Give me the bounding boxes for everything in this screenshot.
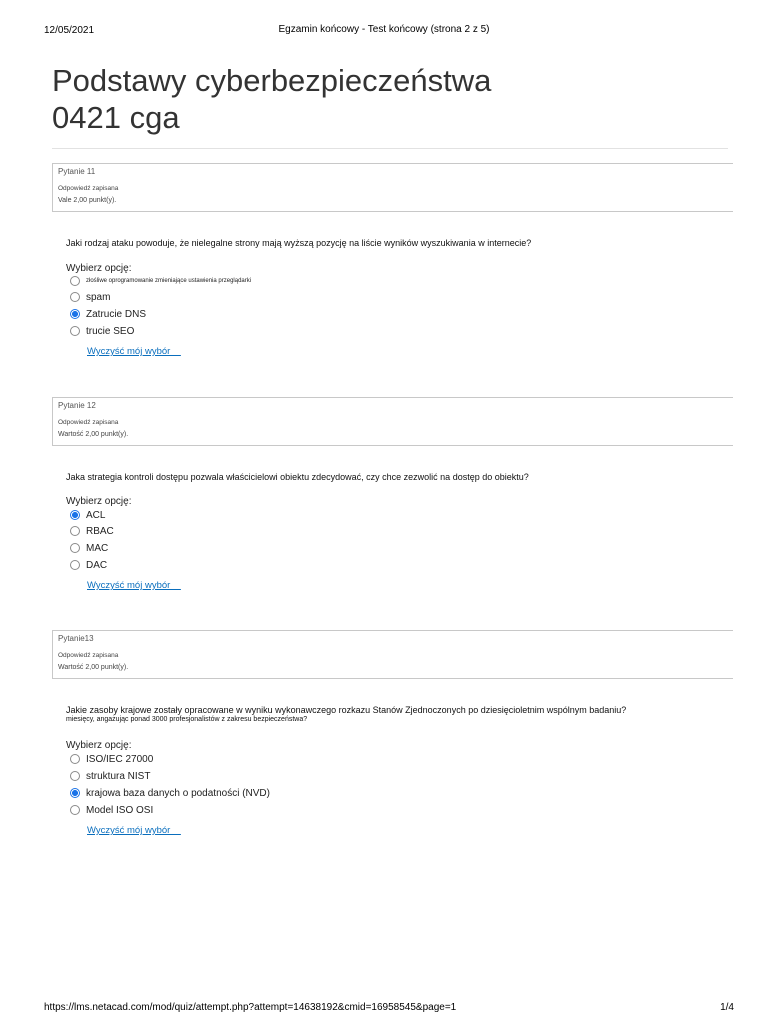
answer-option-label: struktura NIST xyxy=(86,770,151,782)
clear-choice-link[interactable]: Wyczyść mój wybór xyxy=(87,580,181,591)
radio-button[interactable] xyxy=(70,326,80,336)
question-text: Jakie zasoby krajowe zostały opracowane w wyniku wykonawczego rozkazu Stanów Zjednoczonych po dziesięcioletnim wspólnym badaniu? xyxy=(66,705,627,715)
radio-button-selected[interactable] xyxy=(70,510,80,520)
answer-option[interactable] xyxy=(70,803,153,817)
answer-option-label: MAC xyxy=(86,542,109,554)
radio-button[interactable] xyxy=(70,805,80,815)
print-page-title: Egzamin końcowy - Test końcowy (strona 2 z 5) xyxy=(278,24,490,35)
title-divider xyxy=(52,148,728,149)
answer-option[interactable] xyxy=(70,752,153,766)
answer-option[interactable] xyxy=(70,307,146,321)
answer-option[interactable] xyxy=(70,786,270,800)
answer-option-label: trucie SEO xyxy=(86,325,135,337)
answer-option-label: ISO/IEC 27000 xyxy=(86,753,154,765)
question-number: Pytanie 12 xyxy=(58,401,96,410)
answer-prompt: Wybierz opcję: xyxy=(66,263,132,274)
question-state: Odpowiedź zapisana xyxy=(58,419,119,426)
radio-button[interactable] xyxy=(70,560,80,570)
question-number: Pytanie13 xyxy=(58,634,94,643)
radio-button[interactable] xyxy=(70,292,80,302)
question-grade: Wartość 2,00 punkt(y). xyxy=(58,431,129,438)
answer-option[interactable] xyxy=(70,508,105,522)
answer-option[interactable] xyxy=(70,769,150,783)
radio-button[interactable] xyxy=(70,526,80,536)
radio-button[interactable] xyxy=(70,771,80,781)
question-text: Jaki rodzaj ataku powoduje, że nielegalne strony mają wyższą pozycję na liście wyników wyszukiwania w internecie? xyxy=(66,238,532,248)
print-date: 12/05/2021 xyxy=(44,25,95,36)
answer-option[interactable] xyxy=(70,274,251,288)
print-page-number: 1/4 xyxy=(720,1002,734,1013)
answer-option-label: DAC xyxy=(86,559,108,571)
radio-button-selected[interactable] xyxy=(70,788,80,798)
course-title xyxy=(52,62,491,136)
radio-button[interactable] xyxy=(70,276,80,286)
question-grade: Wartość 2,00 punkt(y). xyxy=(58,664,129,671)
question-state: Odpowiedź zapisana xyxy=(58,652,119,659)
answer-option-label: krajowa baza danych o podatności (NVD) xyxy=(86,787,270,799)
question-info-box xyxy=(52,397,733,446)
radio-button-selected[interactable] xyxy=(70,309,80,319)
course-title-line1: Podstawy cyberbezpieczeństwa xyxy=(52,63,492,98)
question-text-continuation: miesięcy, angażując ponad 3000 profesjonalistów z zakresu bezpieczeństwa? xyxy=(66,716,308,723)
answer-option-label: Model ISO OSI xyxy=(86,804,154,816)
answer-option-label: spam xyxy=(86,291,111,303)
radio-button[interactable] xyxy=(70,543,80,553)
answer-option[interactable] xyxy=(70,290,110,304)
answer-option-label: RBAC xyxy=(86,525,114,537)
answer-option-label: złośliwe oprogramowanie zmieniające ustawienia przeglądarki xyxy=(86,278,252,284)
print-url: https://lms.netacad.com/mod/quiz/attempt.php?attempt=14638192&cmid=16958545&page=1 xyxy=(44,1002,457,1013)
answer-option-label: ACL xyxy=(86,509,106,521)
question-text: Jaka strategia kontroli dostępu pozwala właścicielowi obiektu zdecydować, czy chce zezwolić na dostęp do obiektu? xyxy=(66,472,529,482)
answer-option[interactable] xyxy=(70,558,107,572)
question-number: Pytanie 11 xyxy=(58,167,96,176)
answer-prompt: Wybierz opcję: xyxy=(66,740,132,751)
answer-option[interactable] xyxy=(70,541,108,555)
clear-choice-link[interactable]: Wyczyść mój wybór xyxy=(87,346,181,357)
radio-button[interactable] xyxy=(70,754,80,764)
question-grade: Vale 2,00 punkt(y). xyxy=(58,197,117,204)
question-state: Odpowiedź zapisana xyxy=(58,185,119,192)
question-info-box xyxy=(52,163,733,212)
answer-option[interactable] xyxy=(70,524,114,538)
answer-prompt: Wybierz opcję: xyxy=(66,496,132,507)
course-title-line2: 0421 cga xyxy=(52,100,180,135)
answer-option[interactable] xyxy=(70,324,134,338)
clear-choice-link[interactable]: Wyczyść mój wybór xyxy=(87,825,181,836)
question-info-box xyxy=(52,630,733,679)
answer-option-label: Zatrucie DNS xyxy=(86,308,147,320)
